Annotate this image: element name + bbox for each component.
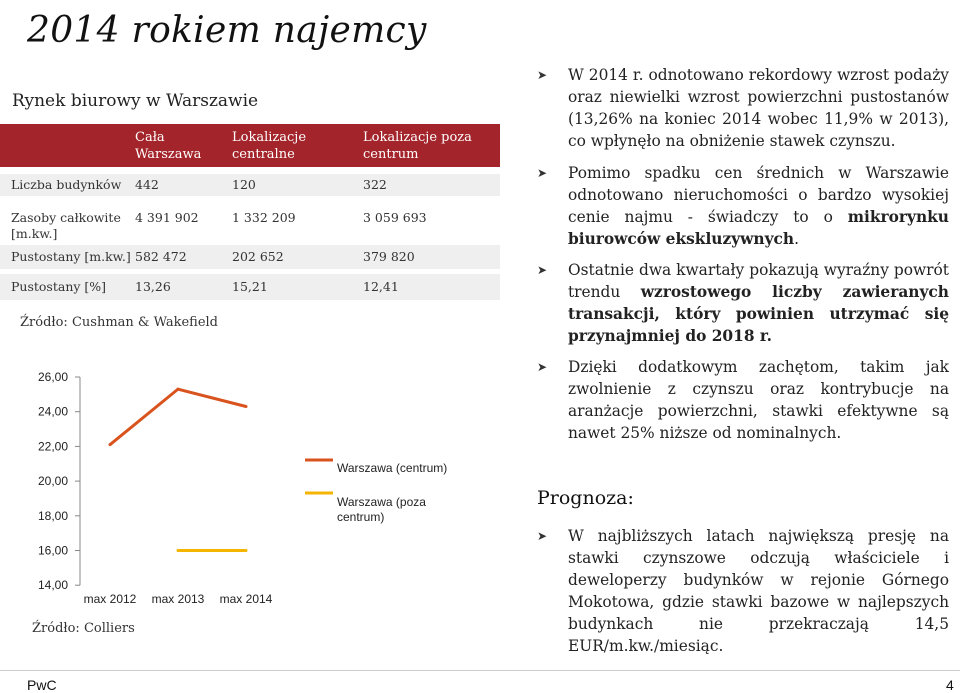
table-cell: 4 391 902	[135, 210, 199, 225]
x-tick-label: max 2014	[219, 592, 273, 607]
bullet-text-part: W najbliższych latach największą presję na stawki czynszowe odczują właściciele i deweloperzy budynków w rejonie Górnego Mokotowa, gdzie stawki bazowe w najlepszych budynkach nie przekraczają 14,5 EUR/m.kw./miesiąc.	[568, 527, 949, 655]
y-tick-label: 24,00	[37, 404, 68, 419]
section-subtitle: Rynek biurowy w Warszawie	[12, 91, 259, 111]
bullet-arrow-icon: ➤	[537, 529, 548, 543]
data-point	[245, 405, 248, 408]
legend-label: Warszawa (centrum)	[337, 461, 448, 475]
y-tick-label: 26,00	[37, 370, 68, 384]
x-tick-label: max 2013	[151, 592, 205, 607]
table-row	[0, 274, 500, 300]
bullet-text	[568, 162, 949, 250]
page-number: 4	[946, 677, 954, 693]
y-tick-label: 18,00	[37, 508, 68, 523]
rent-chart	[0, 360, 480, 620]
table-cell: 120	[232, 177, 256, 192]
table-cell: 582 472	[135, 249, 187, 264]
y-tick-label: 14,00	[37, 578, 68, 593]
table-cell: 379 820	[363, 249, 415, 264]
table-cell: 202 652	[232, 249, 284, 264]
bullet-text-bold: wzrostowego liczby zawieranych transakcji, który powinien utrzymać się przynajmniej do 2018 r.	[568, 283, 949, 345]
legend-label: Warszawa (poza centrum)	[337, 495, 426, 524]
data-point	[177, 388, 180, 391]
bullet-text	[568, 64, 949, 152]
y-tick-label: 16,00	[37, 543, 68, 558]
table-cell: 13,26	[135, 279, 171, 294]
data-point	[177, 549, 180, 552]
y-tick-label: 20,00	[37, 474, 68, 489]
footer-divider	[0, 670, 960, 671]
table-header-cell: Cała Warszawa	[135, 130, 202, 162]
bullet-text	[568, 356, 949, 444]
table-header-row	[0, 124, 500, 167]
bullet-arrow-icon: ➤	[537, 263, 548, 277]
table-source: Źródło: Cushman & Wakefield	[20, 315, 218, 330]
x-tick-label: max 2012	[83, 592, 137, 607]
table-row-label: Zasoby całkowite [m.kw.]	[11, 210, 121, 241]
forecast-heading: Prognoza:	[537, 487, 634, 509]
series-line-centrum	[110, 389, 246, 445]
bullet-text-bold: mikrorynku biurowców ekskluzywnych	[568, 208, 949, 248]
table-row-label: Liczba budynków	[11, 177, 122, 192]
table-cell: 12,41	[363, 279, 399, 294]
y-tick-label: 22,00	[37, 439, 68, 454]
page-title: 2014 rokiem najemcy	[27, 10, 427, 51]
table-header-cell: Lokalizacje centralne	[232, 130, 307, 162]
table-cell: 442	[135, 177, 159, 192]
data-point	[245, 549, 248, 552]
bullet-arrow-icon: ➤	[537, 166, 548, 180]
footer-brand: PwC	[27, 677, 57, 693]
bullet-text-part: W 2014 r. odnotowano rekordowy wzrost podaży oraz niewielki wzrost powierzchni pustostanów (13,26% na koniec 2014 wobec 11,9% w 2013), co wpłynęło na obniżenie stawek czynszu.	[568, 66, 949, 150]
bullet-arrow-icon: ➤	[537, 360, 548, 374]
data-point	[109, 443, 112, 446]
table-row	[0, 207, 500, 247]
table-header-cell: Lokalizacje poza centrum	[363, 130, 472, 162]
bullet-arrow-icon: ➤	[537, 68, 548, 82]
table-cell: 15,21	[232, 279, 268, 294]
bullet-text-part: Pomimo spadku cen średnich w Warszawie odnotowano nieruchomości o bardzo wysokiej cenie najmu - świadczy to o	[568, 164, 949, 226]
table-row	[0, 174, 500, 196]
forecast-bullet-text	[568, 525, 949, 657]
table-cell: 3 059 693	[363, 210, 427, 225]
table-cell: 322	[363, 177, 387, 192]
table-row-label: Pustostany [%]	[11, 279, 107, 294]
bullet-text-part: Dzięki dodatkowym zachętom, takim jak zwolnienie z czynszu oraz kontrybucje na aranżacje powierzchni, stawki efektywne są nawet 25% niższe od nominalnych.	[568, 358, 949, 442]
bullet-text-part: Ostatnie dwa kwartały pokazują wyraźny powrót trendu	[568, 261, 949, 301]
table-row-label: Pustostany [m.kw.]	[11, 249, 131, 264]
bullet-text-part: .	[794, 230, 800, 248]
chart-source: Źródło: Colliers	[32, 621, 135, 636]
bullet-text	[568, 259, 949, 347]
table-row	[0, 245, 500, 269]
table-cell: 1 332 209	[232, 210, 296, 225]
